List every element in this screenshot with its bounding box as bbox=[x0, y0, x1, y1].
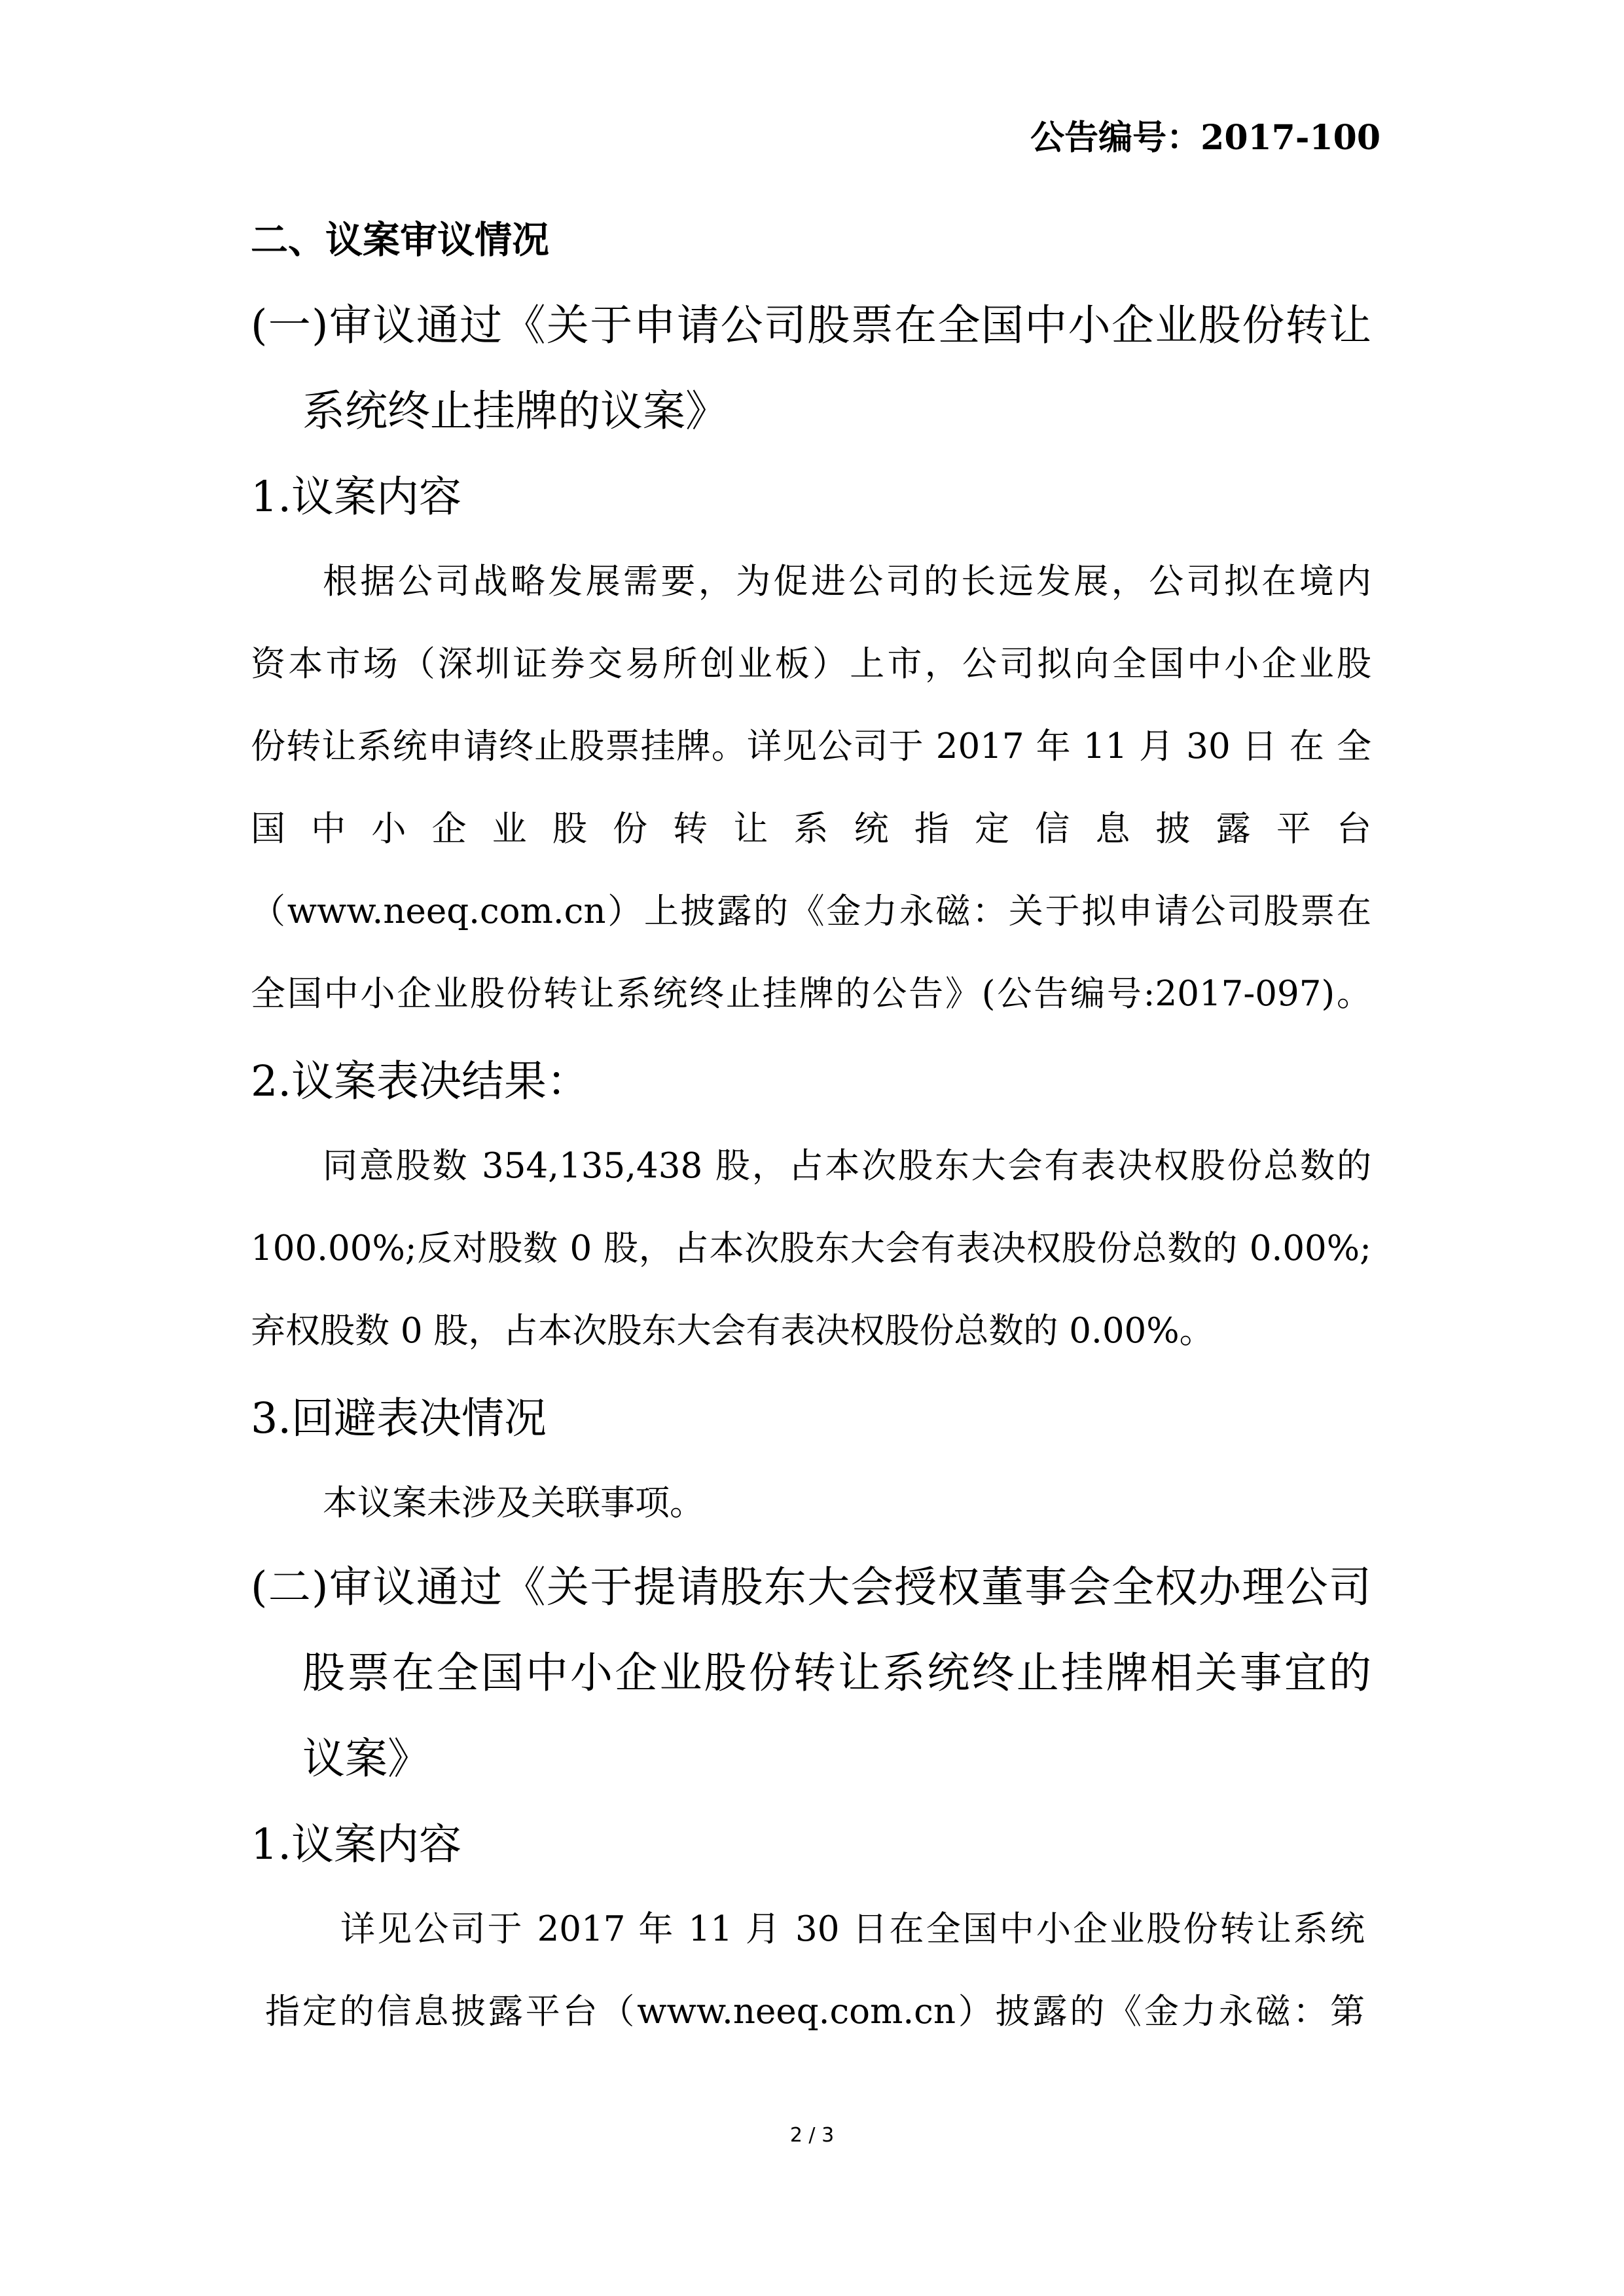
paragraph-line: 同意股数 354,135,438 股，占本次股东大会有表决权股份总数的 bbox=[323, 1146, 1371, 1186]
paragraph-line: （www.neeq.com.cn）上披露的《金力永磁：关于拟申请公司股票在 bbox=[251, 891, 1371, 931]
motion-2-content-heading: 1.议案内容 bbox=[251, 1820, 462, 1869]
motion-1-recusal-text: 本议案未涉及关联事项。 bbox=[323, 1483, 704, 1523]
announcement-number: 公告编号：2017-100 bbox=[1030, 118, 1380, 158]
paragraph-line: 详见公司于 2017 年 11 月 30 日在全国中小企业股份转让系统 bbox=[340, 1909, 1365, 1949]
paragraph-line: 100.00%;反对股数 0 股，占本次股东大会有表决权股份总数的 0.00%; bbox=[251, 1229, 1371, 1268]
motion-2-title-line-1: (二)审议通过《关于提请股东大会授权董事会全权办理公司 bbox=[251, 1563, 1371, 1612]
paragraph-line: 国 中 小 企 业 股 份 转 让 系 统 指 定 信 息 披 露 平 台 bbox=[251, 809, 1371, 849]
motion-1-recusal-heading: 3.回避表决情况 bbox=[251, 1394, 547, 1443]
paragraph-line: 资本市场（深圳证券交易所创业板）上市，公司拟向全国中小企业股 bbox=[251, 644, 1371, 684]
paragraph-line: 根据公司战略发展需要，为促进公司的长远发展，公司拟在境内 bbox=[323, 562, 1371, 601]
motion-2-title-line-3: 议案》 bbox=[302, 1734, 431, 1784]
motion-1-content-heading: 1.议案内容 bbox=[251, 473, 462, 522]
motion-2-title-line-2: 股票在全国中小企业股份转让系统终止挂牌相关事宜的 bbox=[302, 1649, 1371, 1698]
motion-1-title-line-1: (一)审议通过《关于申请公司股票在全国中小企业股份转让 bbox=[251, 301, 1371, 350]
motion-1-vote-heading: 2.议案表决结果： bbox=[251, 1057, 590, 1106]
paragraph-line: 弃权股数 0 股，占本次股东大会有表决权股份总数的 0.00%。 bbox=[251, 1311, 1214, 1351]
paragraph-line: 份转让系统申请终止股票挂牌。详见公司于 2017 年 11 月 30 日 在 全 bbox=[251, 726, 1371, 766]
paragraph-line: 全国中小企业股份转让系统终止挂牌的公告》(公告编号:2017-097)。 bbox=[251, 974, 1371, 1014]
page-number: 2 / 3 bbox=[789, 2124, 835, 2147]
section-title: 二、议案审议情况 bbox=[251, 218, 549, 262]
motion-1-title-line-2: 系统终止挂牌的议案》 bbox=[302, 387, 729, 436]
paragraph-line: 指定的信息披露平台（www.neeq.com.cn）披露的《金力永磁：第 bbox=[265, 1992, 1365, 2032]
